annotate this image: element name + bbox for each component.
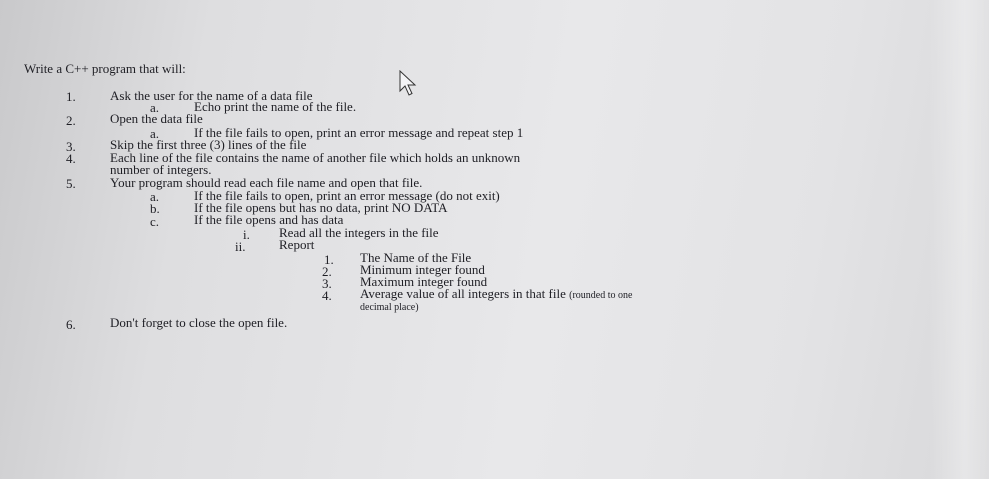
item-number: a. <box>150 189 160 204</box>
item-number: a. <box>150 126 160 141</box>
document-heading: Write a C++ program that will: <box>24 61 186 76</box>
item-text-continued: number of integers. <box>110 162 212 177</box>
item-text-suffix: (rounded to one <box>569 290 633 301</box>
item-text: Report <box>279 237 315 252</box>
item-number: c. <box>150 214 160 229</box>
item-number: 2. <box>66 113 76 128</box>
item-text: If the file fails to open, print an error message (do not exit) <box>194 188 500 203</box>
item-text: Ask the user for the name of a data file <box>110 88 313 103</box>
item-text: Echo print the name of the file. <box>194 99 357 114</box>
item-number: b. <box>150 201 160 216</box>
item-number: ii. <box>235 239 246 254</box>
item-text: Each line of the file contains the name of another file which holds an unknown <box>110 150 521 165</box>
item-number: 3. <box>322 276 332 291</box>
item-number: 4. <box>322 288 332 303</box>
mouse-pointer-icon <box>398 70 418 96</box>
item-text: Minimum integer found <box>360 262 485 277</box>
item-number: 3. <box>66 139 76 154</box>
item-number: 1. <box>324 252 334 267</box>
item-text <box>360 287 632 302</box>
item-number: 6. <box>66 317 76 332</box>
item-number: i. <box>243 227 250 242</box>
item-text: If the file fails to open, print an error message and repeat step 1 <box>194 125 524 140</box>
item-text-main: Average value of all integers in that file <box>360 286 566 301</box>
item-number: 2. <box>322 264 332 279</box>
screen-glare <box>929 0 989 479</box>
item-text-continued: decimal place) <box>360 302 419 313</box>
item-number: 5. <box>66 176 76 191</box>
item-text: Maximum integer found <box>360 274 488 289</box>
item-text: Read all the integers in the file <box>279 225 439 240</box>
item-number: 4. <box>66 151 76 166</box>
item-text: Your program should read each file name and open that file. <box>110 175 423 190</box>
item-number: 1. <box>66 89 76 104</box>
item-text: If the file opens but has no data, print NO DATA <box>194 200 448 215</box>
item-text: If the file opens and has data <box>194 212 344 227</box>
item-text: Open the data file <box>110 111 203 126</box>
item-text: Skip the first three (3) lines of the file <box>110 137 307 152</box>
item-text: The Name of the File <box>360 250 472 265</box>
item-number: a. <box>150 100 160 115</box>
item-text: Don't forget to close the open file. <box>110 315 288 330</box>
